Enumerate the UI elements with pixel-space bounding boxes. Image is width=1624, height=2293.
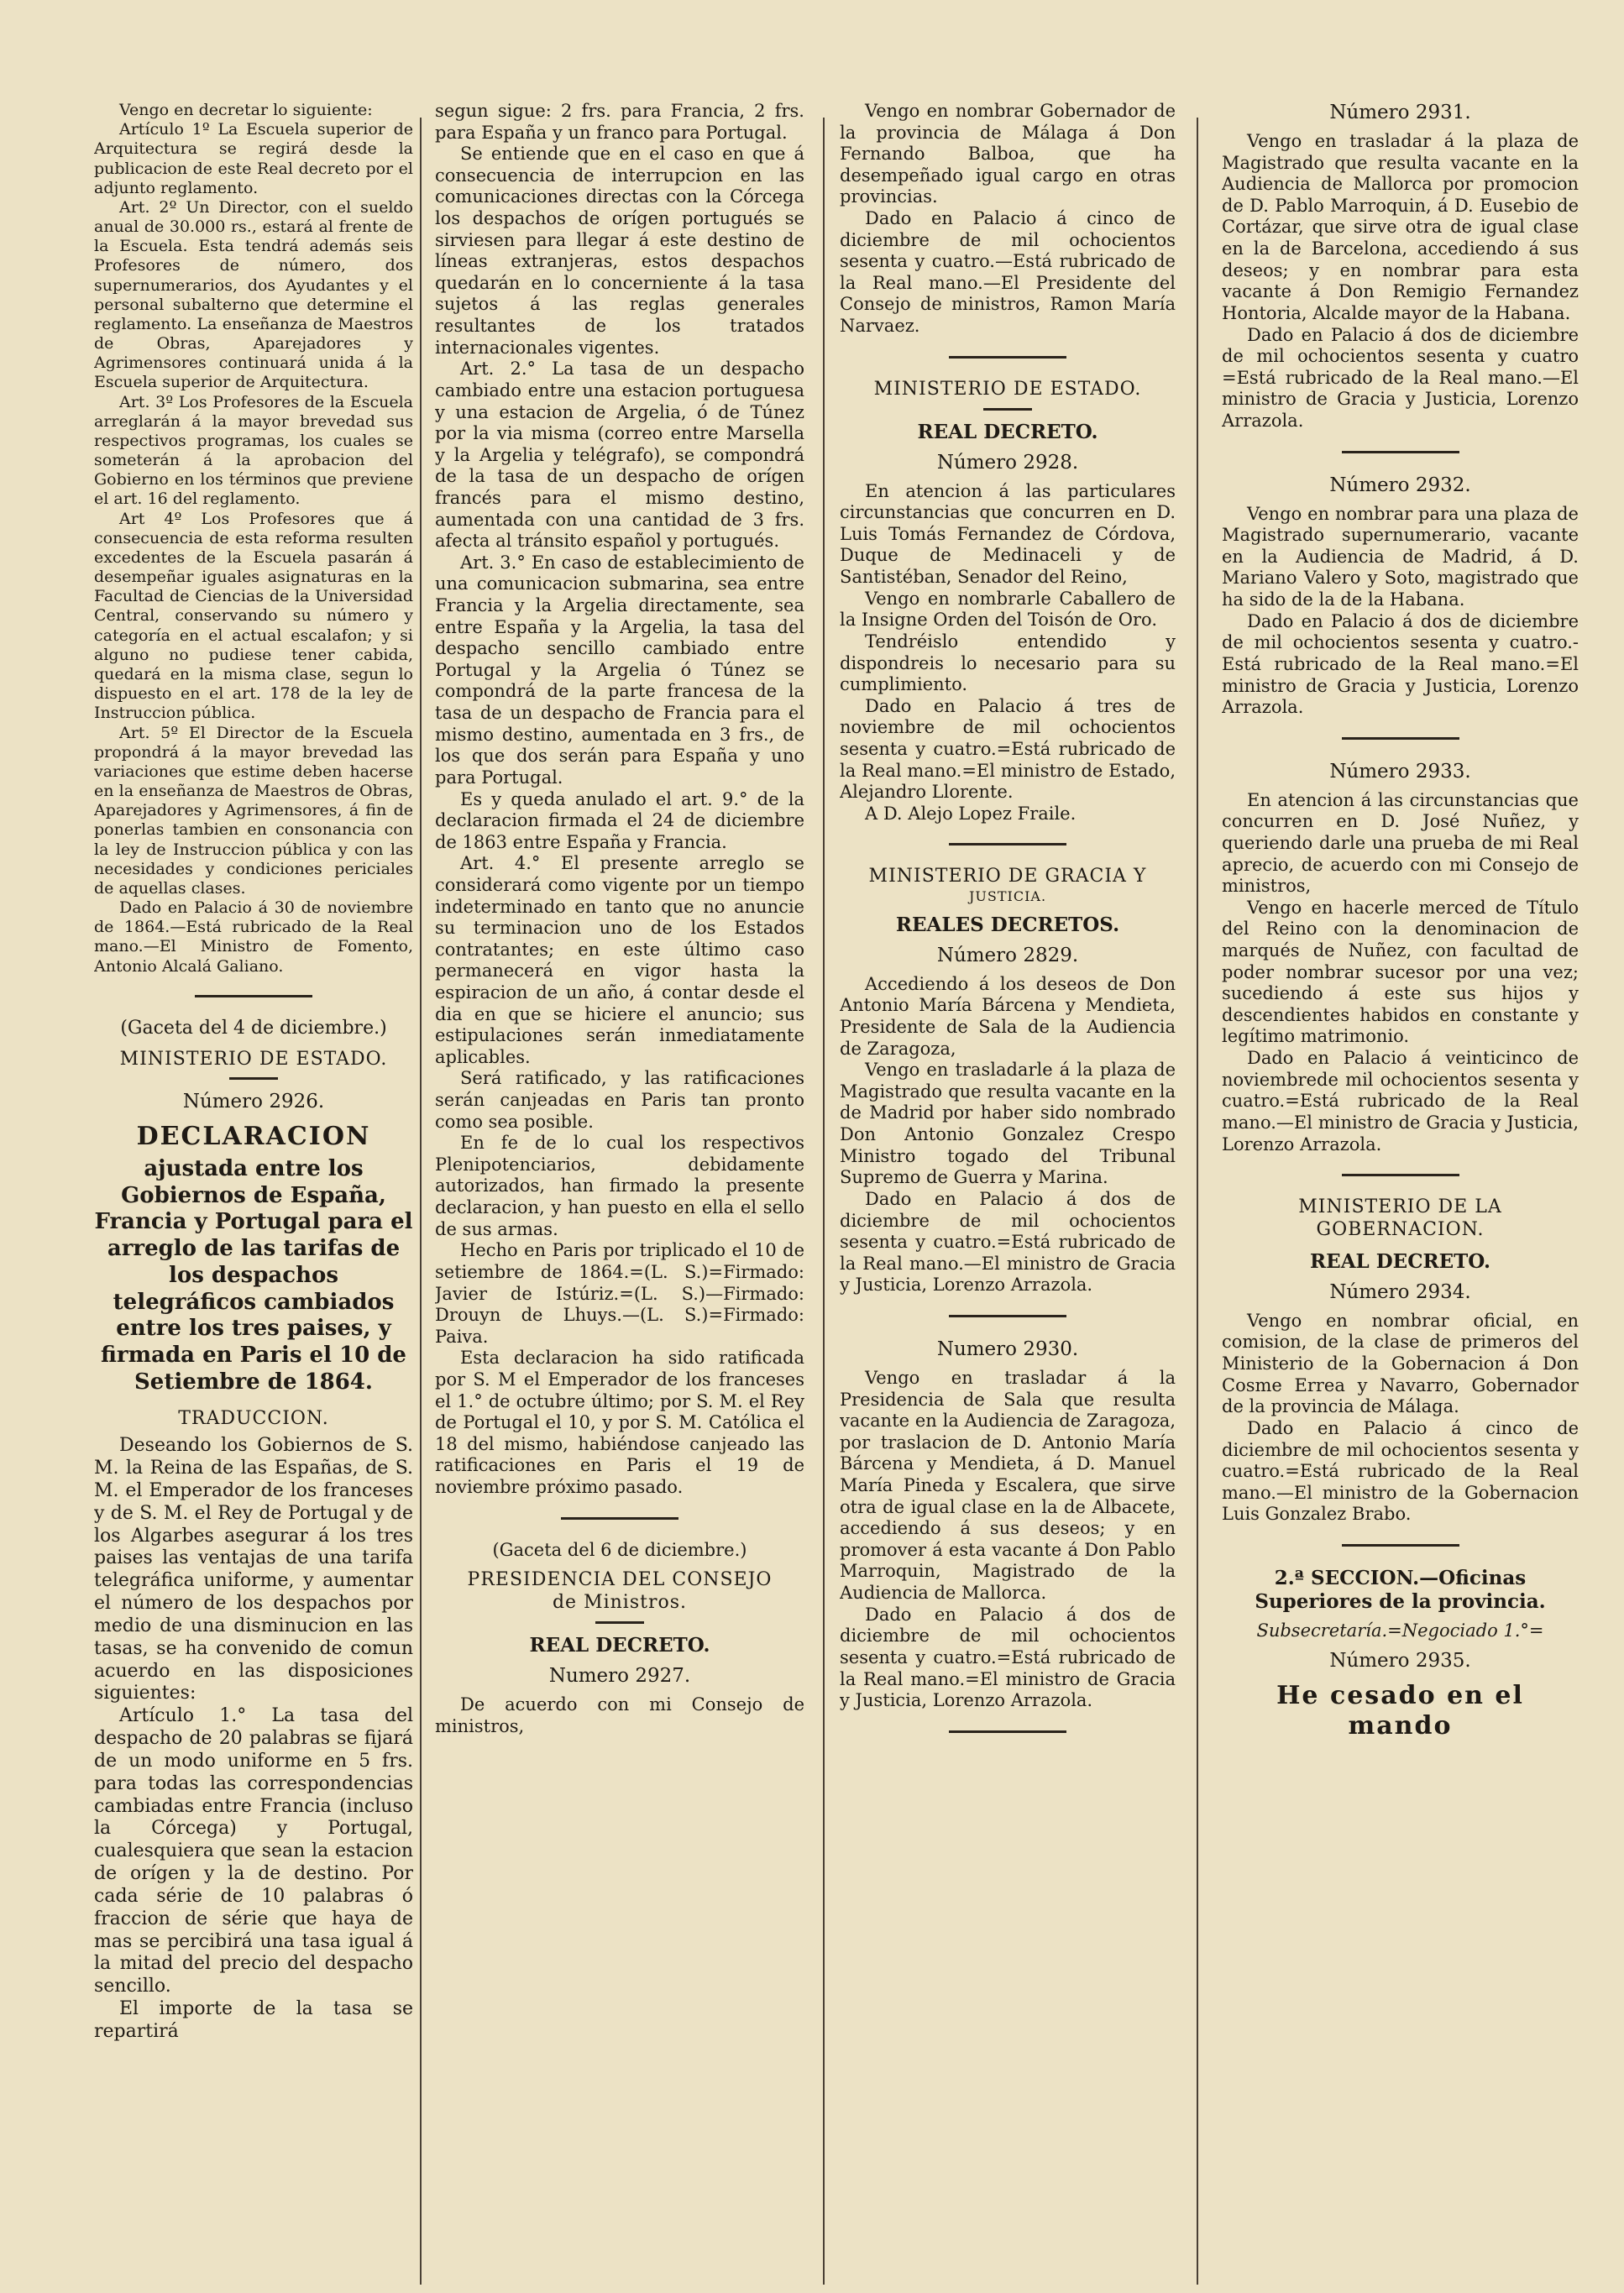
decree-number: Número 2829. (936, 944, 1079, 966)
column-4 (1222, 101, 1579, 2285)
gaceta-date: (Gaceta del 4 de diciembre.) (120, 1017, 387, 1039)
divider (949, 843, 1066, 845)
paragraph: Dado en Palacio á cinco de diciembre de mil ochocientos sesenta y cuatro.=Está rubricado de la Real mano.—El ministro de la Gobernacion Luis Gonzalez Brabo. (1222, 1417, 1579, 1525)
decree-number: Numero 2930. (936, 1338, 1079, 1360)
ministry-heading: PRESIDENCIA DEL CONSEJO (467, 1569, 773, 1591)
divider (949, 1730, 1066, 1733)
paragraph: Dado en Palacio á veinticinco de noviembrede mil ochocientos sesenta y cuatro.=Está rubricado de la Real mano.—El ministro de Gracia y Justicia, Lorenzo Arrazola. (1222, 1048, 1579, 1154)
paragraph: Vengo en nombrar Gobernador de la provincia de Málaga á Don Fernando Balboa, que ha desempeñado igual cargo en otras provincias. (840, 101, 1176, 207)
decree-number: Número 2933. (1329, 760, 1471, 783)
article-1: Artículo 1º La Escuela superior de Arquitectura se regirá desde la publicacion de este Real decreto por el adjunto reglamento. (94, 120, 413, 197)
decree-number: Número 2935. (1329, 1649, 1471, 1672)
paragraph: Dado en Palacio á dos de diciembre de mil ochocientos sesenta y cuatro.-Está rubricado de la Real mano.=El ministro de Gracia y Justicia, Lorenzo Arrazola. (1222, 610, 1579, 718)
gaceta-date: (Gaceta del 6 de diciembre.) (492, 1539, 747, 1560)
paragraph: Vengo en trasladarle á la plaza de Magistrado que resulta vacante en la de Madrid por haber sido nombrado Don Antonio Gonzalez Crespo Ministro togado del Tribunal Supremo de Guerra y Marina. (840, 1060, 1176, 1188)
decree-number: Número 2928. (936, 451, 1079, 474)
article-2: Art. 2º Un Director, con el sueldo anual de 30.000 rs., estará al frente de la Escuela. Esta tendrá además seis Profesores de número, dos supernumerarios, dos Ayudantes y el personal subalterno que determine el reglamento. La enseñanza de Maestros de Obras, Aparejadores y Agrimensores continuará unida á la Escuela superior de Arquitectura. (94, 197, 413, 392)
divider (195, 995, 312, 997)
decree-number: Número 2932. (1329, 474, 1471, 496)
he-cesado-heading: He cesado en el mando (1276, 1680, 1524, 1741)
column-2 (435, 101, 804, 2285)
paragraph: Art. 2.° La tasa de un despacho cambiado entre una estacion portuguesa y una estacion de Argelia, ó de Túnez por la via misma (correo entre Marsella y la Argelia y telégrafo), se compondrá de la tasa de un despacho de orígen francés para el mismo destino, aumentada con una cantidad de 3 frs. afecta al tránsito español y portugués. (435, 359, 804, 552)
divider (1342, 451, 1459, 453)
ministry-heading: MINISTERIO DE GRACIA Y (868, 866, 1147, 887)
decree-heading: REAL DECRETO. (917, 420, 1098, 443)
paragraph: En fe de lo cual los respectivos Plenipotenciarios, debidamente autorizados, han firmado la presente declaracion, y han puesto en ella el sello de sus armas. (435, 1133, 804, 1239)
ministry-heading: MINISTERIO DE ESTADO. (873, 378, 1142, 400)
ministry-subheading: de Ministros. (552, 1592, 688, 1614)
column-1 (94, 101, 413, 2285)
divider (595, 1621, 644, 1624)
decree-heading: REAL DECRETO. (529, 1633, 710, 1657)
paragraph: Vengo en hacerle merced de Título del Reino con la denominacion de marqués de Nuñez, con facultad de poder nombrar sucesor por una vez; sucediendo á este sus hijos y descendientes habidos en constante y legítimo matrimonio. (1222, 897, 1579, 1047)
paragraph: Art. 3.° En caso de establecimiento de una comunicacion submarina, sea entre Francia y la Argelia directamente, sea entre España y la Argelia, la tasa del despacho sencillo cambiado entre Portugal y la Argelia ó Túnez se compondrá de la parte francesa de la tasa de un despacho de Francia para el mismo destino, aumentada en 3 frs., de los que dos serán para España y uno para Portugal. (435, 552, 804, 788)
paragraph: Vengo en nombrarle Caballero de la Insigne Orden del Toisón de Oro. (840, 588, 1176, 631)
ministry-heading: MINISTERIO DE ESTADO. (119, 1048, 388, 1070)
paragraph: Artículo 1.° La tasa del despacho de 20 palabras se fijará de un modo uniforme en 5 frs. para todas las correspondencias cambiadas entre Francia (incluso la Córcega) y Portugal, cualesquiera que sean la estacion de orígen y la de destino. Por cada série de 10 palabras ó fraccion de série que haya de mas se percibirá una tasa igual á la mitad del precio del despacho sencillo. (94, 1705, 413, 1997)
divider (561, 1517, 678, 1520)
paragraph: Esta declaracion ha sido ratificada por S. M el Emperador de los franceses el 1.° de octubre último; por S. M. el Rey de Portugal el 10, y por S. M. Católica el 18 del mismo, habiéndose canjeado las ratificaciones en Paris el 19 de noviembre próximo pasado. (435, 1348, 804, 1497)
paragraph: Dado en Palacio á cinco de diciembre de mil ochocientos sesenta y cuatro.—Está rubricado de la Real mano.—El Presidente del Consejo de ministros, Ramon María Narvaez. (840, 208, 1176, 337)
divider (1342, 737, 1459, 740)
paragraph: Dado en Palacio á dos de diciembre de mil ochocientos sesenta y cuatro.=Está rubricado de la Real mano.=El ministro de Gracia y Justicia, Lorenzo Arrazola. (840, 1604, 1176, 1711)
column-rule (1197, 118, 1198, 2285)
paragraph: Se entiende que en el caso en que á consecuencia de interrupcion en las comunicaciones directas con la Córcega los despachos de orígen portugués se sirviesen para llegar á este destino de líneas extranjeras, estos despachos quedarán en lo concerniente á la tasa sujetos á las reglas generales resultantes de los tratados internacionales vigentes. (435, 144, 804, 358)
declaration-title: DECLARACION (136, 1122, 371, 1152)
article-3: Art. 3º Los Profesores de la Escuela arreglarán á la mayor brevedad sus respectivos programas, los cuales se someterán á la aprobacion del Gobierno en los términos que previene el art. 16 del reglamento. (94, 392, 413, 509)
paragraph: Vengo en nombrar para una plaza de Magistrado supernumerario, vacante en la Audiencia de Madrid, á D. Mariano Valero y Soto, magistrado que ha sido de la de la Habana. (1222, 503, 1579, 610)
paragraph: Tendréislo entendido y dispondreis lo necesario para su cumplimiento. (840, 631, 1176, 695)
column-rule (823, 118, 825, 2285)
column-rule (420, 118, 422, 2285)
ministry-subheading: JUSTICIA. (968, 888, 1047, 905)
divider (949, 1315, 1066, 1317)
decree-number: Número 2926. (182, 1091, 325, 1113)
declaration-subtitle: ajustada entre los Gobiernos de España, Francia y Portugal para el arreglo de las tarifas de los despachos telegráficos cambiados entre los tres paises, y firmada en Paris el 10 de Setiembre de 1864. (94, 1156, 413, 1395)
paragraph: Art. 4.° El presente arreglo se considerará como vigente por un tiempo indeterminado en tanto que no anuncie su terminacion uno de los Estados contratantes; en este último caso permanecerá en vigor hasta la espiracion de un año, á contar desde el dia en que se hiciere el anuncio; sus estipulaciones serán inmediatamente aplicables. (435, 853, 804, 1067)
decree-heading: REAL DECRETO. (1310, 1249, 1490, 1273)
translation-heading: TRADUCCION. (178, 1407, 329, 1429)
paragraph: Accediendo á los deseos de Don Antonio María Bárcena y Mendieta, Presidente de Sala de la Audiencia de Zaragoza, (840, 973, 1176, 1059)
paragraph: Dado en Palacio á dos de diciembre de mil ochocientos sesenta y cuatro.=Está rubricado de la Real mano.—El ministro de Gracia y Justicia, Lorenzo Arrazola. (840, 1188, 1176, 1296)
paragraph: El importe de la tasa se repartirá (94, 1998, 413, 2042)
decree-number: Número 2931. (1329, 102, 1471, 123)
paragraph: En atencion á las particulares circunstancias que concurren en D. Luis Tomás Fernandez de Córdova, Duque de Medinaceli y de Santistéban, Senador del Reino, (840, 480, 1176, 588)
divider (949, 356, 1066, 359)
paragraph: Deseando los Gobiernos de S. M. la Reina de las Españas, de S. M. el Emperador de los franceses y de S. M. el Rey de Portugal y de los Algarbes asegurar á los tres paises las ventajas de una tarifa telegráfica uniforme, y aumentar el número de los despachos por medio de una disminucion en las tasas, se ha convenido de comun acuerdo en las disposiciones siguientes: (94, 1435, 413, 1704)
paragraph: En atencion á las circunstancias que concurren en D. José Nuñez, y queriendo darle una prueba de mi Real aprecio, de acuerdo con mi Consejo de ministros, (1222, 789, 1579, 897)
paragraph: De acuerdo con mi Consejo de ministros, (435, 1694, 804, 1736)
divider (229, 1077, 278, 1080)
divider (1342, 1544, 1459, 1547)
paragraph: segun sigue: 2 frs. para Francia, 2 frs. para España y un franco para Portugal. (435, 101, 804, 143)
paragraph: Vengo en trasladar á la plaza de Magistrado que resulta vacante en la Audiencia de Mallorca por promocion de D. Pablo Marroquin, á D. Eusebio de Cortázar, que sirve otra de igual clase en la de Barcelona, accediendo á sus deseos; y en nombrar para esta vacante á Don Remigio Fernandez Hontoria, Alcalde mayor de la Habana. (1222, 131, 1579, 323)
ministry-heading: MINISTERIO DE LA GOBERNACION. (1298, 1196, 1502, 1240)
decree-number: Número 2934. (1329, 1280, 1471, 1303)
paragraph: Dado en Palacio á dos de diciembre de mil ochocientos sesenta y cuatro =Está rubricado de la Real mano.—El ministro de Gracia y Justicia, Lorenzo Arrazola. (1222, 324, 1579, 431)
paragraph: Vengo en nombrar oficial, en comision, de la clase de primeros del Ministerio de la Gobernacion á Don Cosme Errea y Navarro, Gobernador de la provincia de Málaga. (1222, 1310, 1579, 1417)
subsecretaria-line: Subsecretaría.=Negociado 1.°= (1256, 1620, 1544, 1641)
column-3 (840, 101, 1176, 2285)
section-heading: 2.ª SECCION.—Oficinas Superiores de la provincia. (1255, 1566, 1546, 1614)
decree-heading: REALES DECRETOS. (895, 913, 1120, 936)
paragraph: Será ratificado, y las ratificaciones serán canjeadas en Paris tan pronto como sea posible. (435, 1068, 804, 1132)
paragraph: A D. Alejo Lopez Fraile. (865, 803, 1077, 824)
paragraph: Es y queda anulado el art. 9.° de la declaracion firmada el 24 de diciembre de 1863 entre España y Francia. (435, 788, 804, 852)
paragraph: Dado en Palacio á tres de noviembre de mil ochocientos sesenta y cuatro.=Está rubricado de la Real mano.=El ministro de Estado, Alejandro Llorente. (840, 695, 1176, 803)
decree-number: Numero 2927. (548, 1664, 691, 1687)
decree-intro: Vengo en decretar lo siguiente: (119, 101, 373, 119)
paragraph: Vengo en trasladar á la Presidencia de Sala que resulta vacante en la Audiencia de Zaragoza, por traslacion de D. Antonio María Bárcena y Mendieta, á D. Manuel María Pineda y Escalera, que sirve otra de igual clase en la de Albacete, accediendo á sus deseos; y en promover á esta vacante á Don Pablo Marroquin, Magistrado de la Audiencia de Mallorca. (840, 1368, 1176, 1604)
article-5: Art. 5º El Director de la Escuela propondrá á la mayor brevedad las variaciones que estime deben hacerse en la enseñanza de Maestros de Obras, Aparejadores y Agrimensores, á fin de ponerlas tambien en consonancia con la ley de Instruccion pública y con las necesidades y condiciones periciales de aquellas clases. (94, 723, 413, 898)
divider (983, 408, 1032, 411)
divider (1342, 1174, 1459, 1176)
article-4: Art 4º Los Profesores que á consecuencia de esta reforma resulten excedentes de la Escuela pasarán á desempeñar iguales asignaturas en la Facultad de Ciencias de la Universidad Central, conservando su número y categoría en el actual escalafon; y si alguno no pudiese tener cabida, quedará en la misma clase, segun lo dispuesto en el art. 178 de la ley de Instruccion pública. (94, 509, 413, 723)
paragraph: Hecho en Paris por triplicado el 10 de setiembre de 1864.=(L. S.)=Firmado: Javier de Istúriz.=(L. S.)—Firmado: Drouyn de Lhuys.—(L. S.)=Firmado: Paiva. (435, 1240, 804, 1347)
signature: Dado en Palacio á 30 de noviembre de 1864.—Está rubricado de la Real mano.—El Ministro de Fomento, Antonio Alcalá Galiano. (94, 898, 413, 976)
